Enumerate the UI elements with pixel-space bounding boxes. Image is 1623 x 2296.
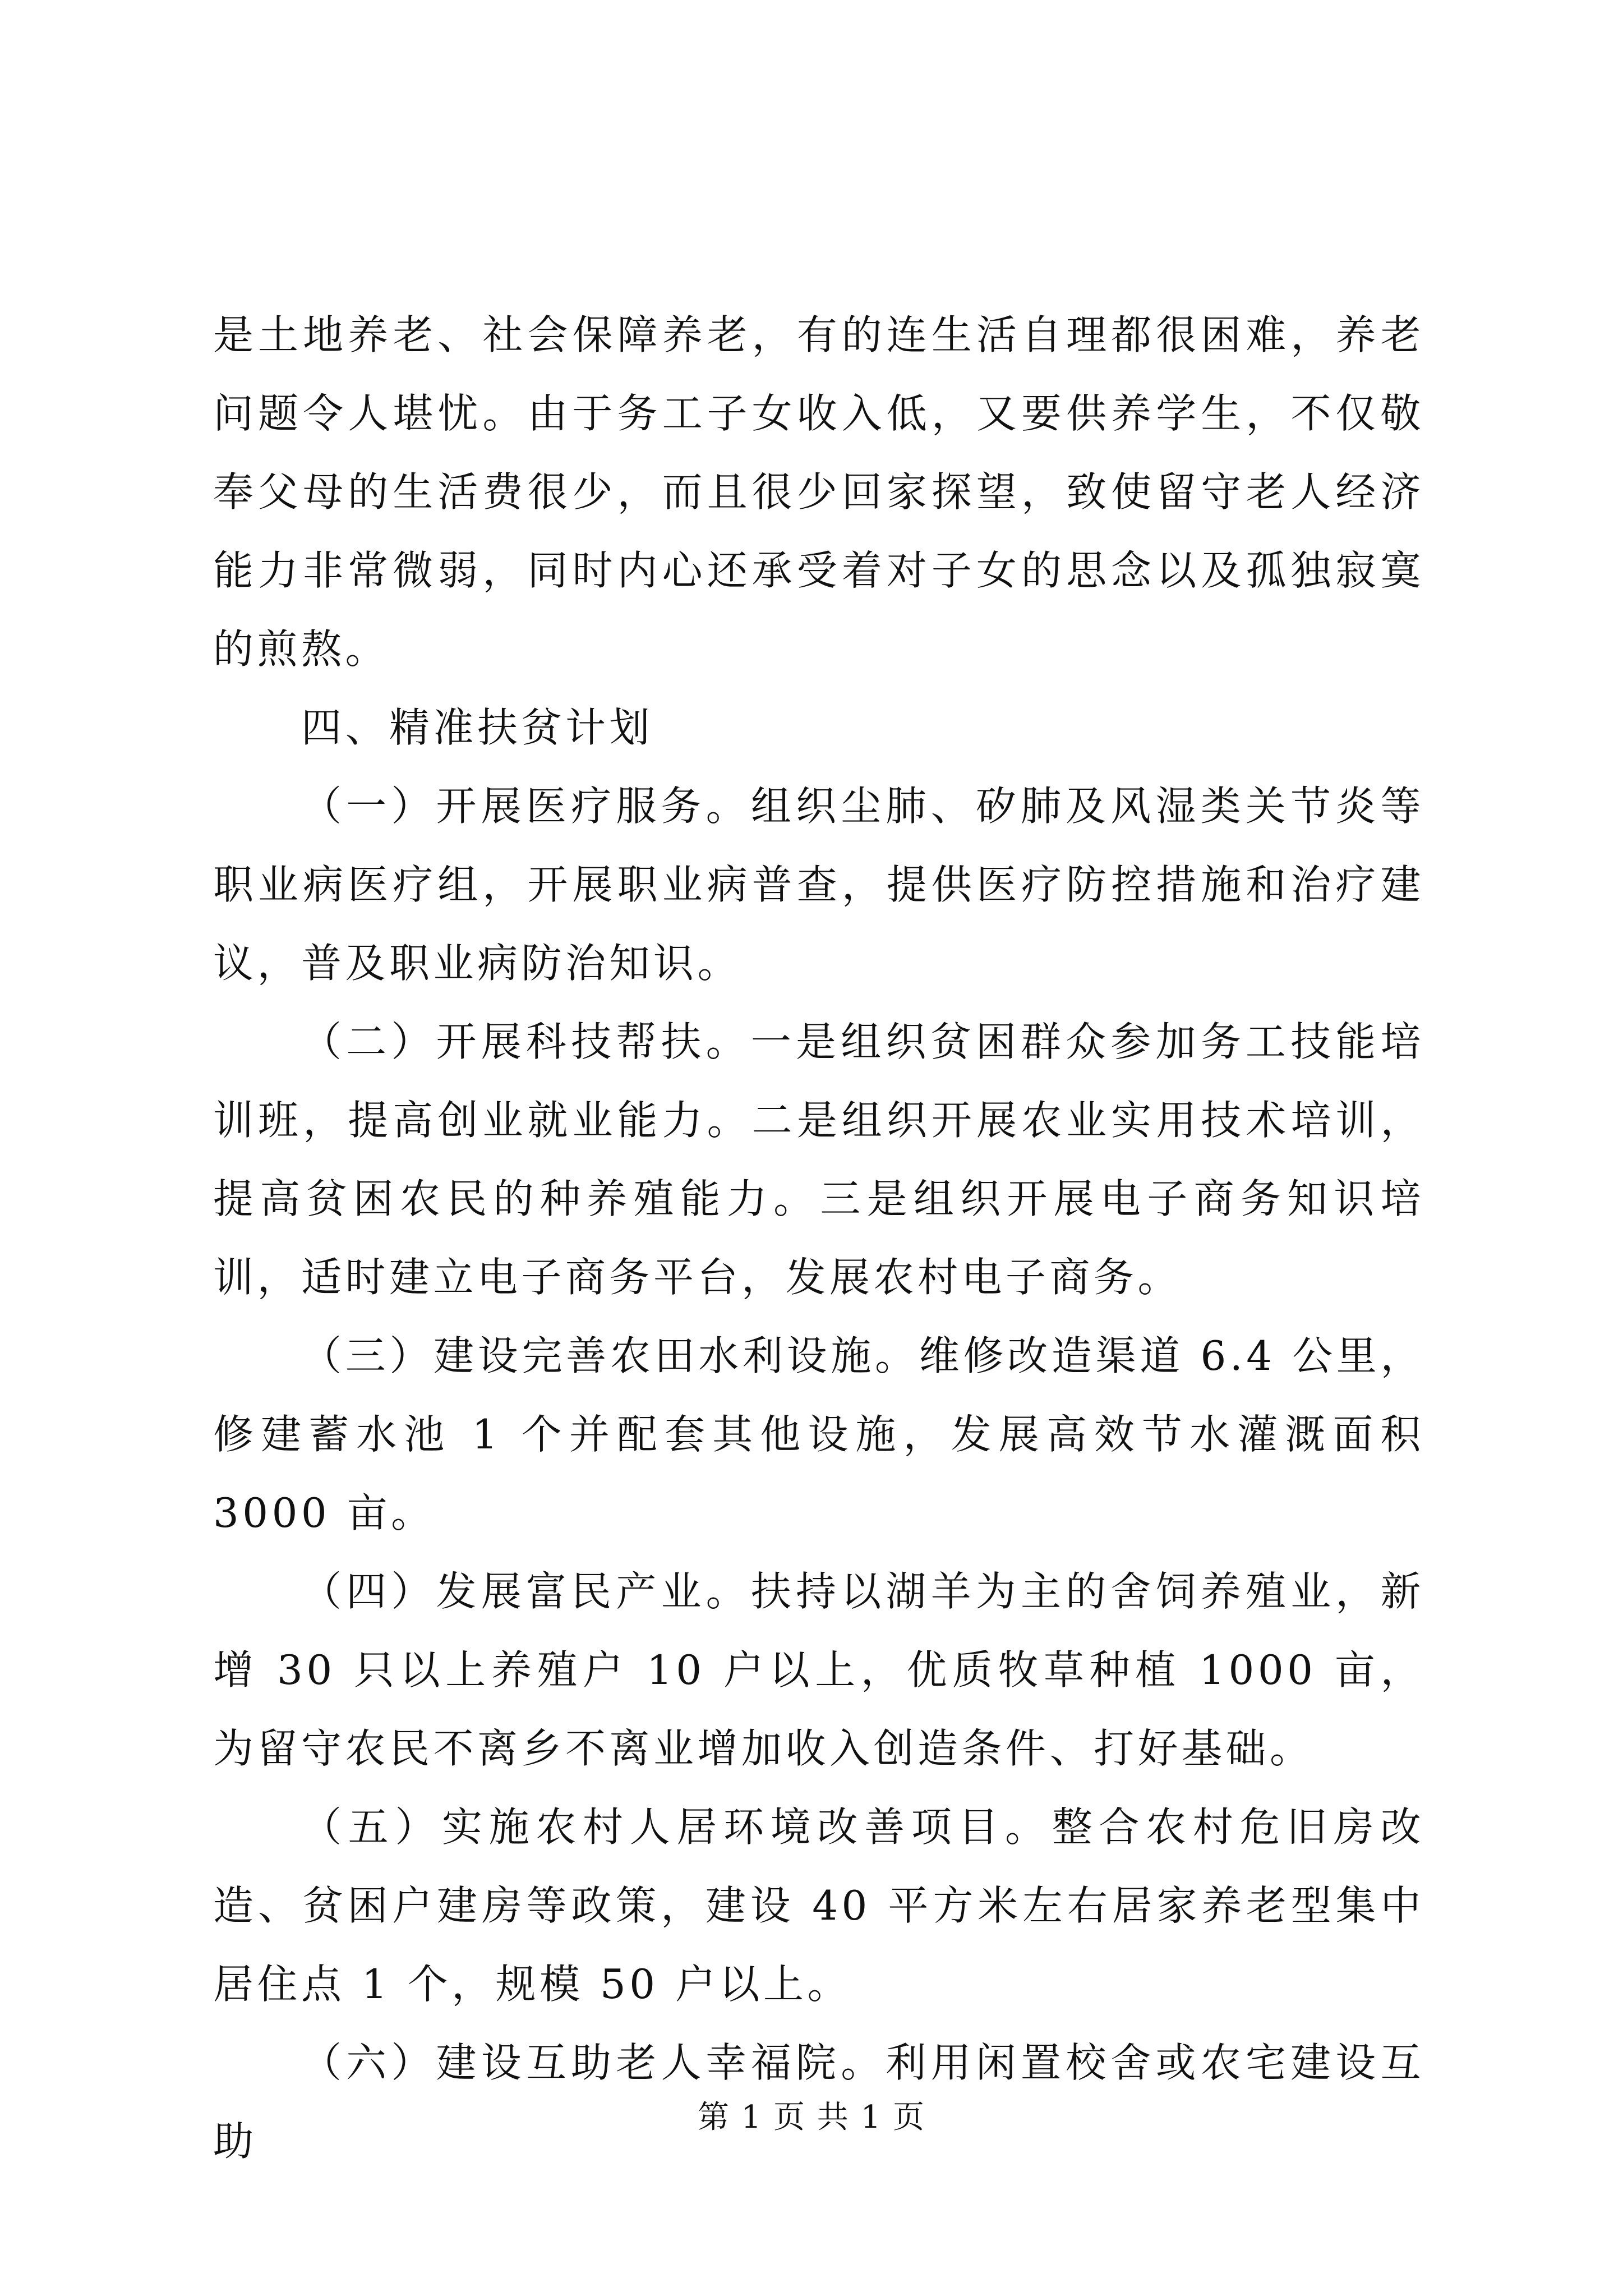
paragraph-elderly-home: （六）建设互助老人幸福院。利用闲置校舍或农宅建设互助 [213, 2039, 1424, 2165]
paragraph-tech-assistance: （二）开展科技帮扶。一是组织贫困群众参加务工技能培训班，提高创业就业能力。二是组织开展农业实用技术培训，提高贫困农民的种养殖能力。三是组织开展电子商务知识培训，适时建立电子商务平台，发展农村电子商务。 [213, 1018, 1424, 1301]
paragraph-industry: （四）发展富民产业。扶持以湖羊为主的舍饲养殖业，新增 30 只以上养殖户 10 户以上，优质牧草种植 1000 亩，为留守农民不离乡不离业增加收入创造条件、打好基础。 [213, 1568, 1424, 1772]
paragraph-irrigation: （三）建设完善农田水利设施。维修改造渠道 6.4 公里，修建蓄水池 1 个并配套其他设施，发展高效节水灌溉面积 3000 亩。 [213, 1332, 1424, 1536]
page-footer: 第 1 页 共 1 页 [697, 2099, 926, 2136]
paragraph-continuation: 是土地养老、社会保障养老，有的连生活自理都很困难，养老问题令人堪忧。由于务工子女收入低，又要供养学生，不仅敬奉父母的生活费很少，而且很少回家探望，致使留守老人经济能力非常微弱，同时内心还承受着对子女的思念以及孤独寂寞的煎熬。 [213, 311, 1424, 673]
paragraph-living-environment: （五）实施农村人居环境改善项目。整合农村危旧房改造、贫困户建房等政策，建设 40 平方米左右居家养老型集中居住点 1 个，规模 50 户以上。 [213, 1803, 1424, 2008]
paragraph-medical-service: （一）开展医疗服务。组织尘肺、矽肺及风湿类关节炎等职业病医疗组，开展职业病普查，提供医疗防控措施和治疗建议，普及职业病防治知识。 [213, 783, 1424, 987]
document-body [213, 296, 1424, 2180]
section-heading: 四、精准扶贫计划 [301, 704, 654, 751]
